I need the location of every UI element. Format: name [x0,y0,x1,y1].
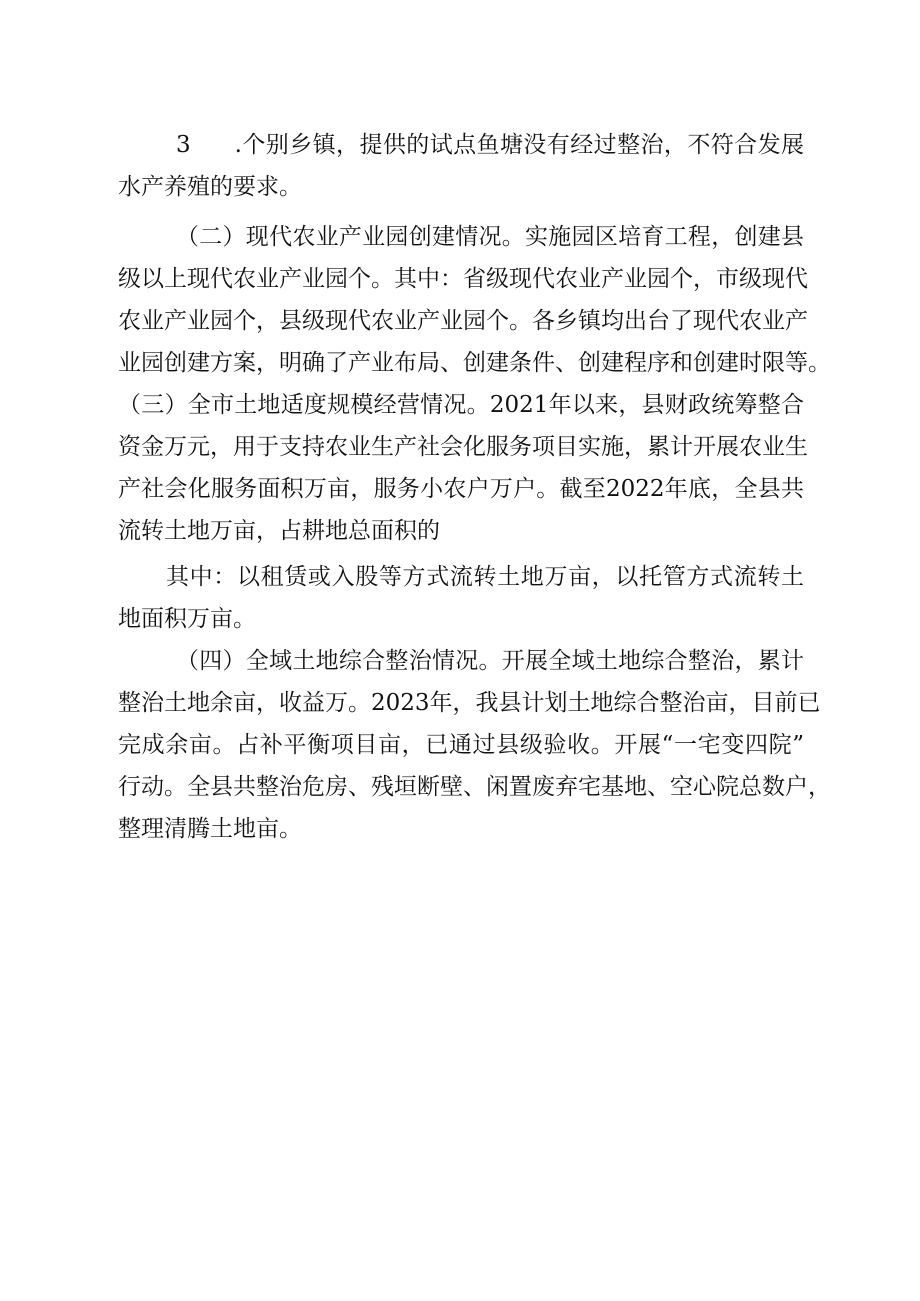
section-3-line-4: 流转土地万亩，占耕地总面积的 [118,518,440,544]
section-2-line-3: 农业产业园个，县级现代农业产业园个。各乡镇均出台了现代农业产 [118,308,808,334]
section-4-line-1: （四）全域土地综合整治情况。开展全域土地综合整治，累计 [176,648,804,674]
section-4-line-3: 完成余亩。占补平衡项目亩，已通过县级验收。开展“一宅变四院” [118,732,804,758]
paragraph-3-line-2: 水产养殖的要求。 [118,174,302,200]
section-2-line-2: 级以上现代农业产业园个。其中：省级现代农业产业园个，市级现代 [118,266,808,292]
section-3-line-2: 资金万元，用于支持农业生产社会化服务项目实施，累计开展农业生 [118,434,808,460]
section-4-line-2: 整治土地余亩，收益万。2023年，我县计划土地综合整治亩，目前已 [118,690,821,716]
section-2-line-4: 业园创建方案，明确了产业布局、创建条件、创建程序和创建时限等。 [118,350,831,376]
section-3-detail-line-1: 其中：以租赁或入股等方式流转土地万亩，以托管方式流转土 [166,564,804,590]
section-3-line-3: 产社会化服务面积万亩，服务小农户万户。截至2022年底，全县共 [118,476,804,502]
paragraph-3-line-1 [176,130,804,160]
section-2-line-1: （二）现代农业产业园创建情况。实施园区培育工程，创建县 [176,224,804,250]
section-3-detail-line-2: 地面积万亩。 [118,606,256,632]
section-3-line-1: （三）全市土地适度规模经营情况。2021年以来，县财政统筹整合 [118,392,804,418]
section-4-line-5: 整理清腾土地亩。 [118,816,302,842]
section-4-line-4: 行动。全县共整治危房、残垣断壁、闲置废弃宅基地、空心院总数户， [118,774,831,800]
line-text: .个别乡镇，提供的试点鱼塘没有经过整治，不符合发展 [234,132,804,158]
list-number: 3 [176,132,191,158]
